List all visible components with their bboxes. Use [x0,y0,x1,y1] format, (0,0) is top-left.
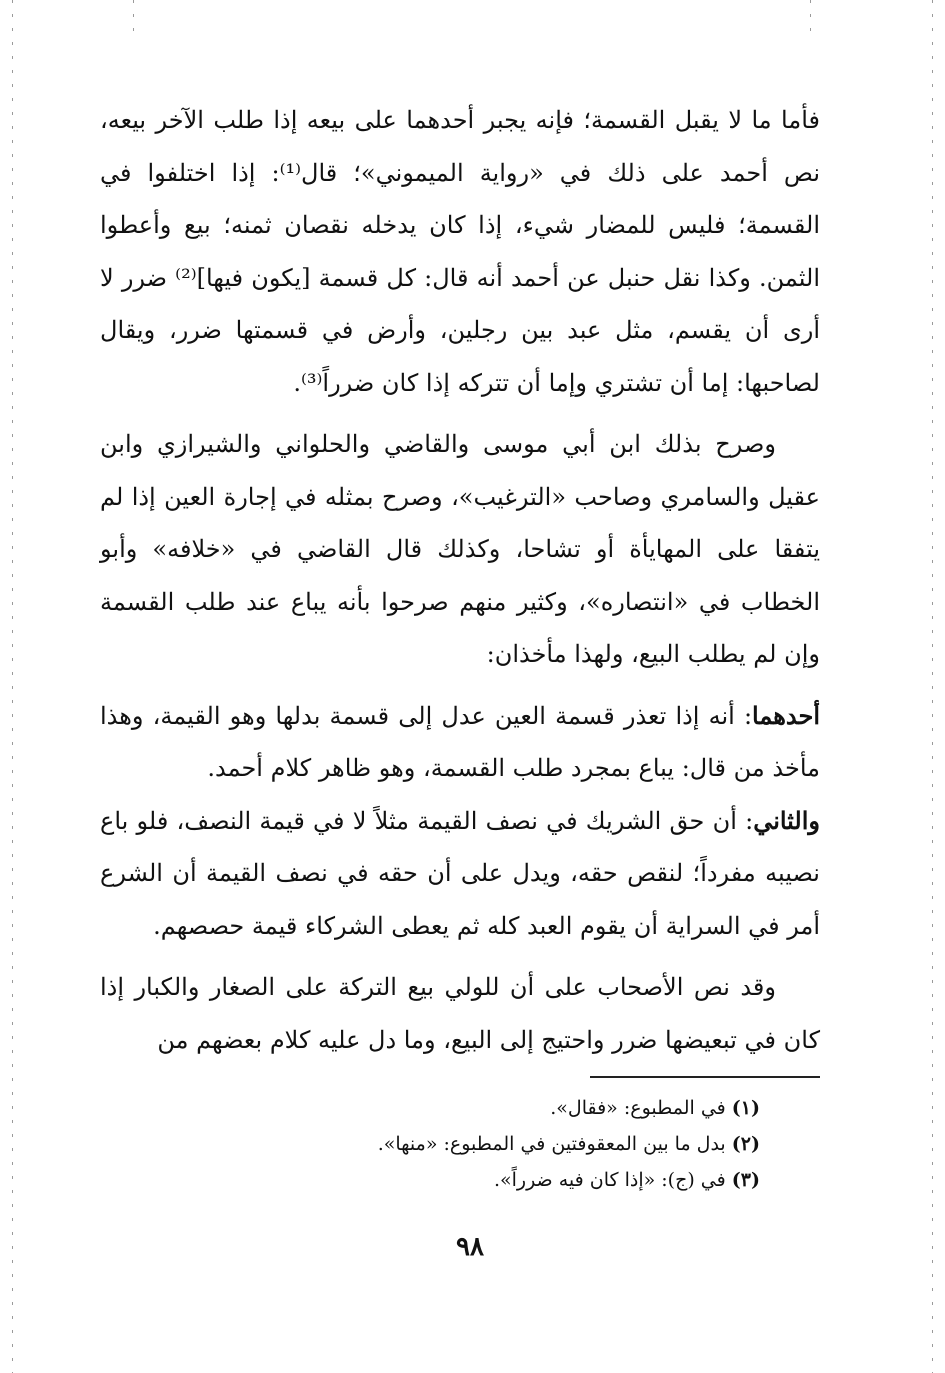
top-scan-mark-right [810,0,811,40]
footnote-1-number: (١) [731,1097,760,1119]
paragraph-4-lead: والثاني [753,805,820,835]
footnote-3-text: في (ج): «إذا كان فيه ضرراً». [493,1169,726,1191]
paragraph-5-text: وقد نص الأصحاب على أن للولي بيع التركة على الصغار والكبار إذا كان في تبعيضها ضرر واحتيج إلى البيع، وما دل عليه كلام بعضهم من [100,973,820,1054]
paragraph-3-lead: أحدهما [752,700,820,730]
paragraph-5 [100,961,820,1066]
footnote-separator [590,1076,820,1078]
footnote-2-number: (٢) [731,1133,760,1155]
paragraph-2 [100,418,820,681]
footnote-1 [180,1090,760,1126]
footnote-1-text: في المطبوع: «فقال». [550,1097,726,1119]
footnote-2 [180,1126,760,1162]
footnotes [180,1090,760,1198]
paragraph-1 [100,94,820,409]
paragraph-4 [100,795,820,953]
paragraph-4-text: : أن حق الشريك في نصف القيمة مثلاً لا في قيمة النصف، فلو باع نصيبه مفرداً؛ لنقص حقه، ويدل على أن حقه في نصف القيمة أن الشرع أمر في السراية أن يقوم العبد كله ثم يعطى الشركاء قيمة حصصهم. [100,806,820,940]
paragraph-3-text: : أنه إذا تعذر قسمة العين عدل إلى قسمة بدلها وهو القيمة، وهذا مأخذ من قال: يباع بمجرد طلب القسمة، وهو ظاهر كلام أحمد. [100,701,820,782]
footnote-2-text: بدل ما بين المعقوفتين في المطبوع: «منها». [377,1133,726,1155]
paragraph-1-text: فأما ما لا يقبل القسمة؛ فإنه يجبر أحدهما على بيعه إذا طلب الآخر بيعه، نص أحمد على ذلك في «رواية الميموني»؛ قال⁽¹⁾: إذا اختلفوا في القسمة؛ فليس للمضار شيء، إذا كان يدخله نقصان ثمنه؛ بيع وأعطوا الثمن. وكذا نقل حنبل عن أحمد أنه قال: كل قسمة [يكون فيها]⁽²⁾ ضرر لا أرى أن يقسم، مثل عبد بين رجلين، وأرض في قسمتها ضرر، ويقال لصاحبها: إما أن تشتري وإما أن تتركه إذا كان ضرراً⁽³⁾. [100,106,820,397]
paragraph-3 [100,690,820,795]
footnote-3 [180,1162,760,1198]
top-scan-mark-left [133,0,134,40]
paragraph-2-text: وصرح بذلك ابن أبي موسى والقاضي والحلواني والشيرازي وابن عقيل والسامري وصاحب «الترغيب»، وصرح بمثله في إجارة العين إذا لم يتفقا على المهايأة أو تشاحا، وكذلك قال القاضي في «خلافه» وأبو الخطاب في «انتصاره»، وكثير منهم صرحوا بأنه يباع عند طلب القسمة وإن لم يطلب البيع، ولهذا مأخذان: [100,430,820,668]
main-text [100,94,820,1066]
left-scan-edge [12,0,13,1373]
footnote-3-number: (٣) [731,1169,760,1191]
page-number: ٩٨ [456,1232,484,1262]
right-scan-edge [932,0,933,1373]
